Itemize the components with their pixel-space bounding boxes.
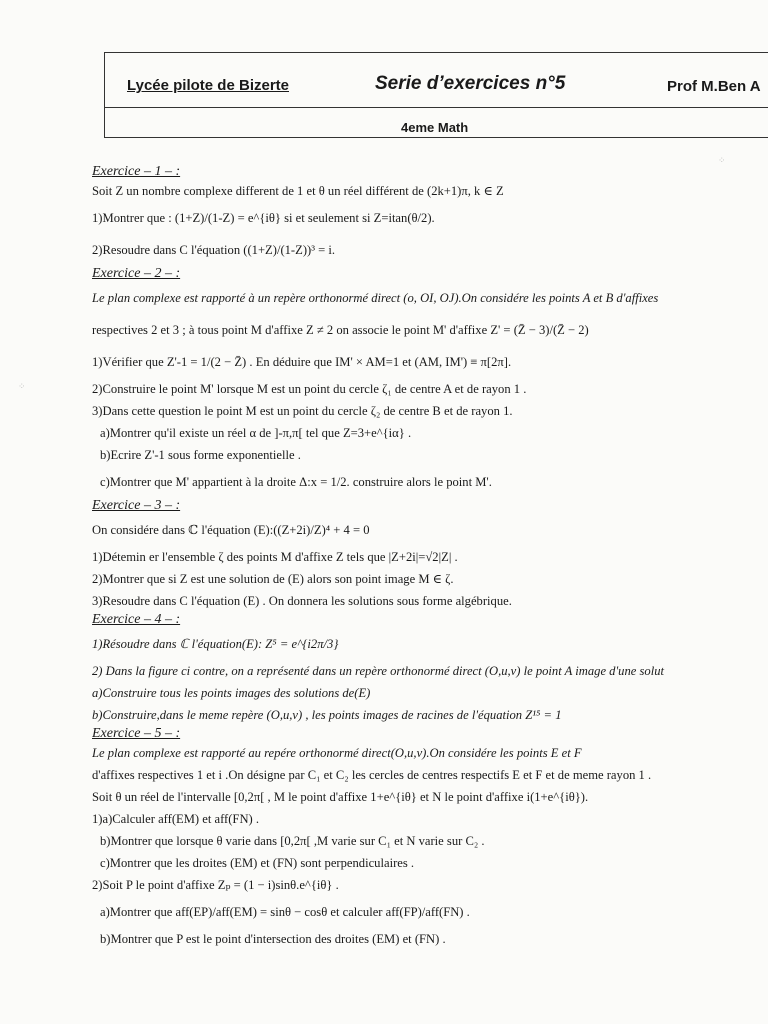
worksheet-content — [92, 164, 768, 950]
scan-smudge: ⁘ — [18, 382, 26, 392]
exercise-4 — [92, 612, 768, 726]
school-name: Lycée pilote de Bizerte — [127, 77, 289, 94]
exercise-title: Exercice – 5 – : — [92, 726, 181, 741]
exercise-title: Exercice – 1 – : — [92, 164, 181, 179]
exercise-title: Exercice – 3 – : — [92, 498, 181, 513]
exercise-line: a)Construire tous les points images des solutions de(E) — [92, 686, 371, 700]
exercise-2 — [92, 266, 768, 498]
header-divider — [105, 107, 768, 108]
exercise-3 — [92, 498, 768, 612]
teacher-name: Prof M.Ben A — [667, 78, 761, 95]
exercise-line: 1)Vérifier que Z'-1 = 1/(2 − Z̄) . En déduire que IM' × AM=1 et (AM, IM') ≡ π[2π]. — [92, 355, 512, 369]
exercise-line: 3)Dans cette question le point M est un point du cercle ζ₂ de centre B et de rayon 1. — [92, 404, 513, 418]
exercise-line: b)Montrer que lorsque θ varie dans [0,2π[ ,M varie sur C₁ et N varie sur C₂ . — [100, 834, 485, 848]
exercise-line: a)Montrer qu'il existe un réel α de ]-π,π[ tel que Z=3+e^{iα} . — [100, 426, 412, 440]
exercise-line: 2)Resoudre dans C l'équation ((1+Z)/(1-Z))³ = i. — [92, 243, 336, 257]
exercise-line: 1)a)Calculer aff(EM) et aff(FN) . — [92, 812, 260, 826]
exercise-line: 2) Dans la figure ci contre, on a représenté dans un repère orthonormé direct (O,u,v) le point A image d'une solut — [92, 664, 664, 678]
class-level: 4eme Math — [401, 120, 469, 135]
exercise-line: Soit Z un nombre complexe different de 1 et θ un réel différent de (2k+1)π, k ∈ Z — [92, 184, 504, 198]
exercise-line: respectives 2 et 3 ; à tous point M d'affixe Z ≠ 2 on associe le point M' d'affixe Z' = (Z̄ − 3)/(Z̄ − 2) — [92, 323, 589, 337]
exercise-line: c)Montrer que les droites (EM) et (FN) sont perpendiculaires . — [100, 856, 415, 870]
exercise-line: 2)Construire le point M' lorsque M est un point du cercle ζ₁ de centre A et de rayon 1 . — [92, 382, 527, 396]
scan-smudge: ⁘ — [718, 156, 726, 166]
header-box — [104, 52, 768, 138]
exercise-line: b)Montrer que P est le point d'intersection des droites (EM) et (FN) . — [100, 932, 446, 946]
exercise-line: 1)Résoudre dans ℂ l'équation(E): Z⁵ = e^{i2π/3} — [92, 637, 339, 651]
exercise-title: Exercice – 2 – : — [92, 266, 181, 281]
exercise-line: Le plan complexe est rapporté au repére orthonormé direct(O,u,v).On considére les points E et F — [92, 746, 582, 760]
exercise-line: 2)Soit P le point d'affixe Zₚ = (1 − i)sinθ.e^{iθ} . — [92, 878, 339, 892]
exercise-1 — [92, 164, 768, 266]
exercise-line: d'affixes respectives 1 et i .On désigne par C₁ et C₂ les cercles de centres respectifs E et F et de meme rayon 1 . — [92, 768, 652, 782]
exercise-line: c)Montrer que M' appartient à la droite Δ:x = 1/2. construire alors le point M'. — [100, 475, 492, 489]
exercise-line: 2)Montrer que si Z est une solution de (E) alors son point image M ∈ ζ. — [92, 572, 454, 586]
exercise-line: a)Montrer que aff(EP)/aff(EM) = sinθ − cosθ et calculer aff(FP)/aff(FN) . — [100, 905, 470, 919]
exercise-title: Exercice – 4 – : — [92, 612, 181, 627]
exercise-line: b)Construire,dans le meme repère (O,u,v) , les points images de racines de l'équation Z¹⁵ = 1 — [92, 708, 562, 722]
worksheet-title: Serie d’exercices n°5 — [375, 73, 566, 94]
exercise-line: Soit θ un réel de l'intervalle [0,2π[ , M le point d'affixe 1+e^{iθ} et N le point d'affixe i(1+e^{iθ}). — [92, 790, 589, 804]
exercise-line: 1)Montrer que : (1+Z)/(1-Z) = e^{iθ} si et seulement si Z=itan(θ/2). — [92, 211, 435, 225]
exercise-line: b)Ecrire Z'-1 sous forme exponentielle . — [100, 448, 301, 462]
exercise-line: Le plan complexe est rapporté à un repère orthonormé direct (o, OI, OJ).On considére les points A et B d'affixes — [92, 291, 659, 305]
exercise-line: 3)Resoudre dans C l'équation (E) . On donnera les solutions sous forme algébrique. — [92, 594, 512, 608]
exercise-5 — [92, 726, 768, 950]
exercise-line: On considére dans ℂ l'équation (E):((Z+2i)/Z)⁴ + 4 = 0 — [92, 523, 370, 537]
exercise-line: 1)Détemin er l'ensemble ζ des points M d'affixe Z tels que |Z+2i|=√2|Z| . — [92, 550, 458, 564]
